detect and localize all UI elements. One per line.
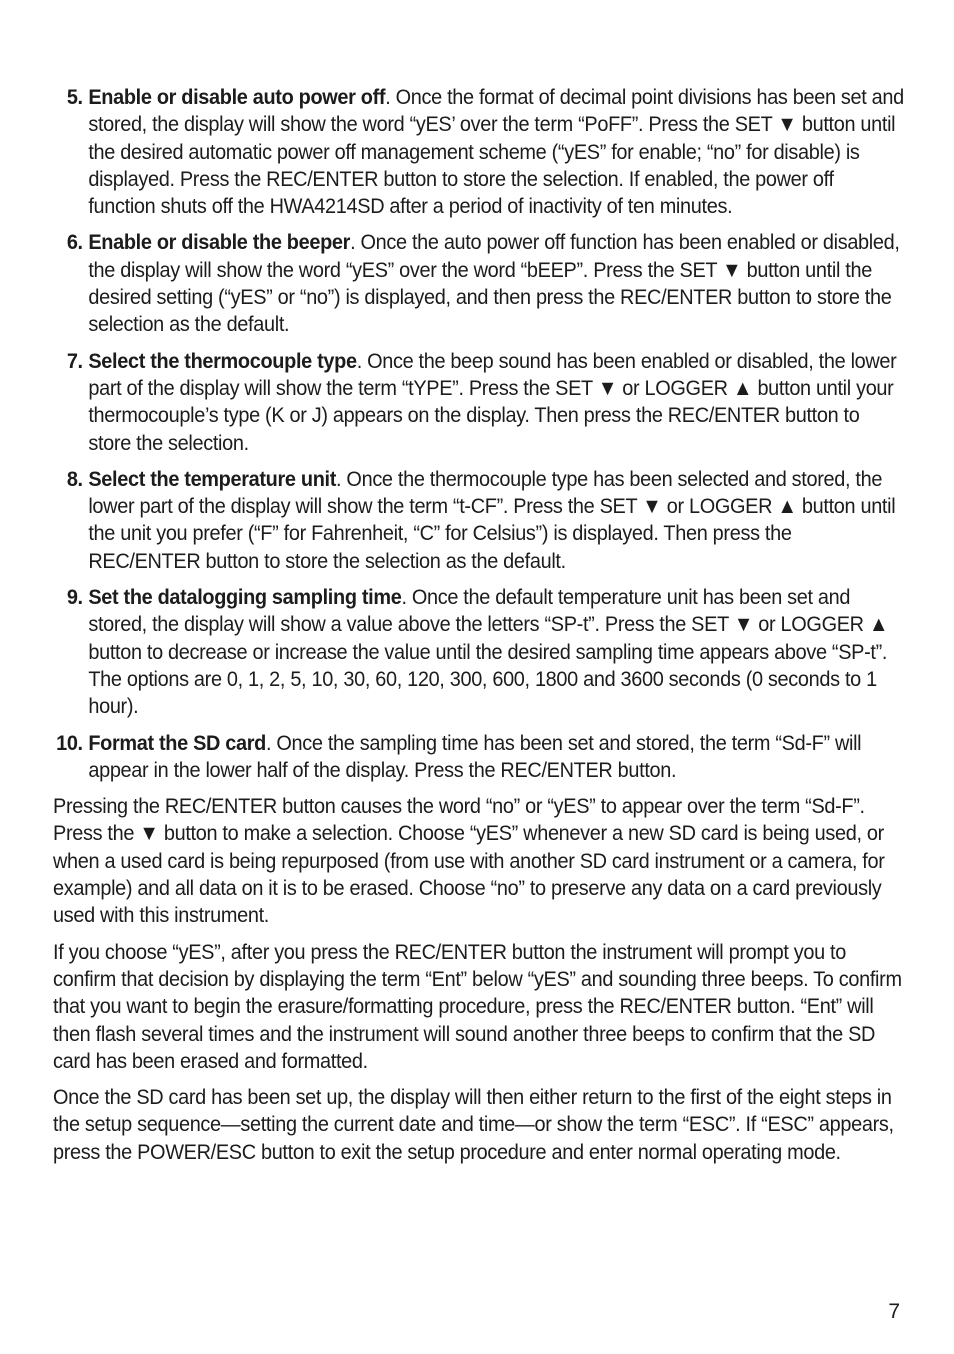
step-text: . Once the format of decimal point divisions has been set and stored, the display will show the word “yES’ over the term “PoFF”. Press the SET ▼ button until the desired automatic power off management scheme (“yES” for enable; “no” for disable) is displayed. Press the REC/ENTER button to store the selection. If enabled, the power off function shuts off the HWA4214SD after a period of inactivity of ten minutes. [88,85,904,219]
step-text: . Once the sampling time has been set and stored, the term “Sd-F” will appear in the lower half of the display. Press the REC/ENTER button. [88,730,862,782]
setup-steps-list [53,84,905,784]
step-text: . Once the default temperature unit has been set and stored, the display will show a value above the letters “SP-t”. Press the SET ▼ or LOGGER ▲ button to decrease or increase the value until the desired sampling time appears above “SP-t”. The options are 0, 1, 2, 5, 10, 30, 60, 120, 300, 600, 1800 and 3600 seconds (0 seconds to 1 hour). [88,585,889,719]
step-5 [53,84,905,220]
step-number: 8. [66,466,83,491]
step-text: . Once the thermocouple type has been selected and stored, the lower part of the display will show the term “t-CF”. Press the SET ▼ or LOGGER ▲ button until the unit you prefer (“F” for Fahrenheit, “C” for Celsius”) is displayed. Then press the REC/ENTER button to store the selection as the default. [88,466,896,573]
step-9 [53,584,905,720]
step-7 [53,348,905,457]
step-10 [53,730,905,785]
step-8 [53,466,905,575]
paragraph-setup-complete: Once the SD card has been set up, the display will then either return to the first of the eight steps in the setup sequence—setting the current date and time—or show the term “ESC”. If “ESC” appears, press the POWER/ESC button to exit the setup procedure and enter normal operating mode. [53,1085,894,1164]
step-number: 7. [66,348,83,373]
step-number: 6. [66,230,83,255]
step-heading: Format the SD card [88,730,266,755]
page-number: 7 [888,1300,900,1323]
paragraph-sd-selection: Pressing the REC/ENTER button causes the word “no” or “yES” to appear over the term “Sd-F”. Press the ▼ button to make a selection. Choose “yES” whenever a new SD card is being used, or when a used card is being repurposed (from use with another SD card instrument or a camera, for example) and all data on it is to be erased. Choose “no” to preserve any data on a card previously used with this instrument. [53,794,885,928]
step-heading: Set the datalogging sampling time [88,585,402,610]
step-heading: Select the thermocouple type [88,348,357,373]
step-number: 9. [66,585,83,610]
step-number: 5. [66,85,83,109]
step-6 [53,229,905,338]
step-heading: Select the temperature unit [88,466,337,491]
step-number: 10. [56,730,83,755]
step-text: . Once the beep sound has been enabled or disabled, the lower part of the display will show the term “tYPE”. Press the SET ▼ or LOGGER ▲ button until your thermocouple’s type (K or J) appears on the display. Then press the REC/ENTER button to store the selection. [88,348,897,455]
step-heading: Enable or disable auto power off [88,85,386,109]
step-text: . Once the auto power off function has been enabled or disabled, the display will show the word “yES” over the word “bEEP”. Press the SET ▼ button until the desired setting (“yES” or “no”) is displayed, and then press the REC/ENTER button to store the selection as the default. [88,230,900,337]
document-body [53,84,905,1175]
step-heading: Enable or disable the beeper [88,230,351,255]
paragraph-sd-confirm: If you choose “yES”, after you press the REC/ENTER button the instrument will prompt you to confirm that decision by displaying the term “Ent” below “yES” and sounding three beeps. To confirm that you want to begin the erasure/formatting procedure, press the REC/ENTER button. “Ent” will then flash several times and the instrument will sound another three beeps to confirm that the SD card has been erased and formatted. [53,939,902,1073]
